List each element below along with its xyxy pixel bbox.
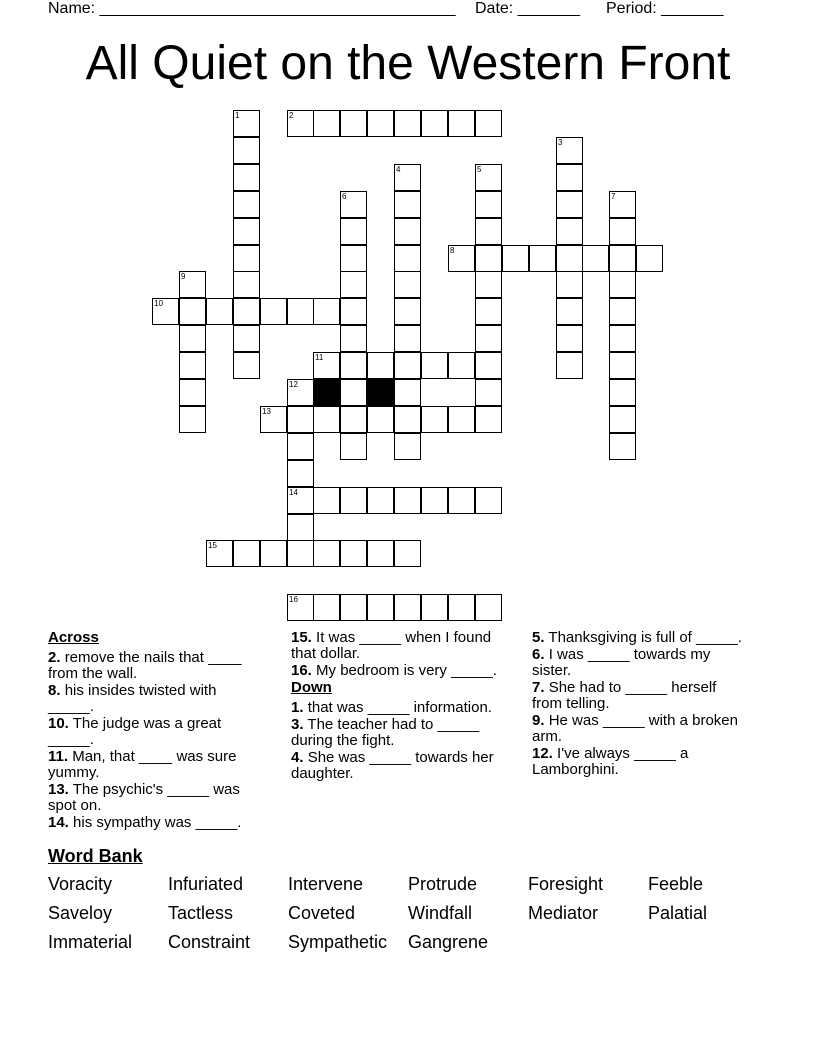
clue-item-text: The psychic's _____ was spot on. [48,781,240,814]
crossword-cell[interactable] [367,110,394,137]
crossword-cell[interactable] [340,379,367,406]
clue-item [291,717,516,749]
crossword-cell[interactable] [179,379,206,406]
clue-number: 2 [289,111,294,120]
crossword-cell[interactable] [287,594,314,621]
crossword-cell[interactable] [394,298,421,325]
clue-item [532,630,742,646]
word-bank-word: Voracity [48,874,113,894]
crossword-cell[interactable] [556,325,583,352]
period-field-label: Period: _______ [606,0,724,17]
crossword-cell[interactable] [475,325,502,352]
crossword-cell[interactable] [233,325,260,352]
crossword-cell[interactable] [340,594,367,621]
crossword-cell[interactable] [313,352,340,379]
crossword-cell[interactable] [529,245,556,272]
clue-number: 13 [262,407,271,416]
word-bank-word: Saveloy [48,903,113,923]
clue-number: 9 [181,272,186,281]
word-bank-word: Protrude [408,874,478,894]
crossword-cell[interactable] [475,164,502,191]
clue-item-text: The judge was a great _____. [48,715,222,748]
clue-number: 16 [289,595,298,604]
word-bank-word: Foresight [528,874,604,894]
clue-item-text: I've always _____ a Lamborghini. [532,745,689,778]
clue-item [532,680,742,712]
crossword-cell[interactable] [475,298,502,325]
crossword-cell[interactable] [394,379,421,406]
clue-item-text: The teacher had to _____ during the fight. [291,716,480,749]
clue-item-text: He was _____ with a broken arm. [532,712,738,745]
crossword-cell[interactable] [313,298,340,325]
word-bank-title: Word Bank [48,846,143,866]
clue-item [48,782,266,814]
word-bank-word: Feeble [648,874,704,894]
crossword-cell[interactable] [287,487,314,514]
crossword-cell[interactable] [260,298,287,325]
crossword-cell[interactable] [394,271,421,298]
crossword-cell[interactable] [394,191,421,218]
clue-item-number: 13. [48,781,69,798]
crossword-cell[interactable] [287,110,314,137]
crossword-cell[interactable] [394,164,421,191]
crossword-cell[interactable] [233,298,260,325]
crossword-cell[interactable] [609,433,636,460]
crossword-cell[interactable] [233,218,260,245]
crossword-cell[interactable] [287,433,314,460]
crossword-cell[interactable] [287,540,314,567]
word-bank-word: Constraint [168,932,251,952]
clue-item-number: 6. [532,646,545,663]
clue-number: 12 [289,380,298,389]
clue-item-number: 3. [291,716,304,733]
crossword-cell[interactable] [475,271,502,298]
crossword-cell[interactable] [233,245,260,272]
crossword-cell[interactable] [233,352,260,379]
clues-column-1 [48,630,266,832]
clue-item [48,650,266,682]
crossword-cell[interactable] [367,540,394,567]
crossword-cell[interactable] [313,406,340,433]
crossword-cell[interactable] [475,487,502,514]
page-title: All Quiet on the Western Front [85,37,731,90]
clue-item-text: I was _____ towards my sister. [532,646,711,679]
word-bank-word: Sympathetic [288,932,388,952]
clue-item-number: 16. [291,662,312,679]
clue-item-number: 9. [532,712,545,729]
crossword-cell[interactable] [340,540,367,567]
clue-item-number: 14. [48,814,69,831]
crossword-cell[interactable] [340,191,367,218]
clue-item-number: 1. [291,699,304,716]
clue-item [291,750,516,782]
crossword-cell[interactable] [582,245,609,272]
crossword-cell[interactable] [340,271,367,298]
clue-number: 11 [315,353,324,362]
clue-item-number: 5. [532,629,545,646]
clue-item [48,683,266,715]
crossword-cell[interactable] [475,406,502,433]
word-bank-word: Mediator [528,903,599,923]
crossword-cell[interactable] [448,406,475,433]
clue-item-number: 4. [291,749,304,766]
clue-item [291,663,516,679]
word-bank-word: Tactless [168,903,234,923]
crossword-cell[interactable] [421,487,448,514]
crossword-cell[interactable] [313,487,340,514]
clue-item [532,647,742,679]
crossword-cell[interactable] [340,298,367,325]
clue-item-text: She was _____ towards her daughter. [291,749,494,782]
crossword-cell[interactable] [448,110,475,137]
clue-item [291,700,516,716]
clue-item-number: 7. [532,679,545,696]
crossword-cell[interactable] [556,245,583,272]
crossword-cell[interactable] [448,487,475,514]
crossword-cell[interactable] [394,218,421,245]
clue-item [532,713,742,745]
clue-item-text: Man, that ____ was sure yummy. [48,748,237,781]
clues-column-3 [532,630,742,779]
clue-item [48,716,266,748]
crossword-cell[interactable] [609,406,636,433]
crossword-cell[interactable] [287,514,314,541]
crossword-cell[interactable] [394,245,421,272]
crossword-cell[interactable] [313,594,340,621]
clue-item-text: Thanksgiving is full of _____. [548,629,742,646]
crossword-cell[interactable] [260,406,287,433]
crossword-cell[interactable] [475,594,502,621]
crossword-cell[interactable] [556,271,583,298]
clue-number: 1 [235,111,240,120]
crossword-cell[interactable] [609,298,636,325]
crossword-cell[interactable] [609,271,636,298]
word-bank-word: Palatial [648,903,708,923]
crossword-cell[interactable] [287,379,314,406]
word-bank-word: Infuriated [168,874,244,894]
crossword-cell[interactable] [421,406,448,433]
crossword-cell[interactable] [340,433,367,460]
crossword-cell[interactable] [394,406,421,433]
clue-number: 14 [289,488,298,497]
crossword-cell[interactable] [556,298,583,325]
crossword-cell[interactable] [313,110,340,137]
crossword-cell[interactable] [394,433,421,460]
crossword-cell[interactable] [340,325,367,352]
clue-number: 8 [450,246,455,255]
crossword-cell[interactable] [287,406,314,433]
crossword-cell[interactable] [448,594,475,621]
crossword-cell[interactable] [609,218,636,245]
crossword-cell[interactable] [394,594,421,621]
crossword-cell[interactable] [233,191,260,218]
crossword-cell[interactable] [287,298,314,325]
crossword-cell[interactable] [475,191,502,218]
clue-number: 6 [342,192,347,201]
crossword-cell[interactable] [556,164,583,191]
clue-item-text: My bedroom is very _____. [316,662,497,679]
crossword-cell[interactable] [179,352,206,379]
crossword-cell[interactable] [421,110,448,137]
crossword-cell[interactable] [206,298,233,325]
crossword-cell[interactable] [556,218,583,245]
crossword-blocked-cell [367,379,394,406]
crossword-cell[interactable] [394,487,421,514]
crossword-cell[interactable] [340,406,367,433]
crossword-cell[interactable] [394,540,421,567]
clue-item-text: that was _____ information. [307,699,492,716]
crossword-cell[interactable] [421,594,448,621]
word-bank-word: Gangrene [408,932,489,952]
clues-column-2 [291,630,516,783]
crossword-cell[interactable] [475,110,502,137]
crossword-cell[interactable] [287,460,314,487]
name-field-label: Name: ________________________________________ [48,0,456,17]
crossword-cell[interactable] [260,540,287,567]
clue-item-text: his insides twisted with _____. [48,682,217,715]
crossword-cell[interactable] [475,352,502,379]
crossword-cell[interactable] [394,325,421,352]
crossword-cell[interactable] [367,594,394,621]
clue-item-number: 10. [48,715,69,732]
clue-item [291,630,516,662]
word-bank-word: Immaterial [48,932,133,952]
clue-number: 10 [154,299,163,308]
across-heading: Across [48,629,99,646]
crossword-cell[interactable] [340,245,367,272]
crossword-cell[interactable] [233,271,260,298]
clue-number: 5 [477,165,482,174]
crossword-cell[interactable] [179,271,206,298]
crossword-cell[interactable] [340,352,367,379]
crossword-cell[interactable] [609,245,636,272]
crossword-cell[interactable] [206,540,233,567]
clue-item-text: It was _____ when I found that dollar. [291,629,492,662]
clue-item-text: his sympathy was _____. [73,814,242,831]
down-heading: Down [291,679,332,696]
clue-item-number: 8. [48,682,61,699]
clue-item-number: 15. [291,629,312,646]
crossword-cell[interactable] [367,352,394,379]
crossword-cell[interactable] [394,352,421,379]
crossword-cell[interactable] [233,540,260,567]
crossword-cell[interactable] [475,379,502,406]
crossword-cell[interactable] [609,379,636,406]
crossword-cell[interactable] [179,298,206,325]
crossword-cell[interactable] [502,245,529,272]
crossword-cell[interactable] [340,110,367,137]
crossword-cell[interactable] [609,352,636,379]
crossword-cell[interactable] [448,352,475,379]
crossword-cell[interactable] [556,352,583,379]
clue-number: 3 [558,138,563,147]
crossword-cell[interactable] [179,406,206,433]
crossword-cell[interactable] [152,298,179,325]
date-field-label: Date: _______ [475,0,580,17]
crossword-cell[interactable] [367,406,394,433]
crossword-cell[interactable] [179,325,206,352]
crossword-cell[interactable] [313,540,340,567]
crossword-cell[interactable] [233,164,260,191]
crossword-cell[interactable] [448,245,475,272]
clue-number: 4 [396,165,401,174]
crossword-cell[interactable] [340,487,367,514]
clue-item [48,749,266,781]
word-bank-word: Coveted [288,903,356,923]
clue-item [48,815,266,831]
crossword-cell[interactable] [475,245,502,272]
clue-item-text: remove the nails that ____ from the wall. [48,649,242,682]
crossword-cell[interactable] [233,110,260,137]
clue-number: 15 [208,541,217,550]
clue-item-number: 12. [532,745,553,762]
word-bank-word: Intervene [288,874,364,894]
crossword-cell[interactable] [609,191,636,218]
crossword-cell[interactable] [556,191,583,218]
clue-item-number: 11. [48,748,69,765]
crossword-cell[interactable] [556,137,583,164]
word-bank-word: Windfall [408,903,473,923]
clue-item [532,746,742,778]
crossword-blocked-cell [313,379,340,406]
crossword-cell[interactable] [609,325,636,352]
crossword-cell[interactable] [421,352,448,379]
crossword-cell[interactable] [367,487,394,514]
crossword-cell[interactable] [475,218,502,245]
clue-item-text: She had to _____ herself from telling. [532,679,717,712]
clue-item-number: 2. [48,649,61,666]
crossword-cell[interactable] [340,218,367,245]
clue-number: 7 [611,192,616,201]
crossword-cell[interactable] [636,245,663,272]
crossword-cell[interactable] [233,137,260,164]
crossword-cell[interactable] [394,110,421,137]
